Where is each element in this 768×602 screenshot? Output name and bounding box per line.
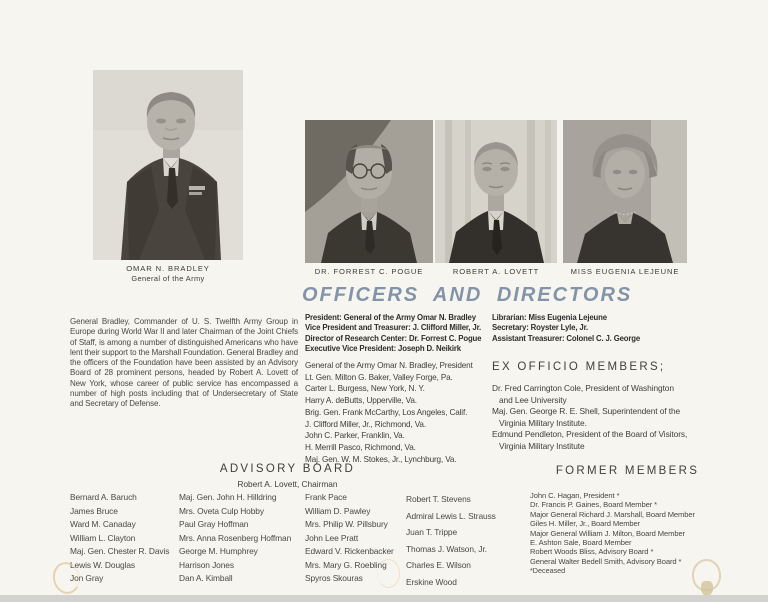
advisory-member: Edward V. Rickenbacker	[305, 546, 394, 556]
pogue-caption: DR. FORREST C. POGUE	[314, 267, 424, 276]
director-line: Brig. Gen. Frank McCarthy, Los Angeles, Calif.	[305, 407, 468, 417]
advisory-member: Mrs. Oveta Culp Hobby	[179, 505, 264, 516]
advisory-member: Juan T. Trippe	[406, 527, 458, 537]
officers-list-left	[305, 313, 481, 355]
lejeune-portrait-figure	[563, 120, 687, 277]
advisory-member: Paul Gray Hoffman	[179, 519, 249, 529]
bradley-portrait-figure	[93, 70, 243, 283]
advisory-member: Frank Pace	[305, 492, 347, 502]
former-members-list	[530, 491, 695, 566]
lejeune-caption: MISS EUGENIA LEJEUNE	[570, 267, 680, 276]
advisory-board-chairman: Robert A. Lovett, Chairman	[237, 479, 338, 489]
page-title: OFFICERS AND DIRECTORS	[302, 284, 633, 306]
former-member: Giles H. Miller, Jr., Board Member	[530, 519, 641, 529]
pogue-portrait-photo	[305, 120, 433, 263]
advisory-member: Spyros Skouras	[305, 573, 363, 583]
ex-officio-member: Edmund Pendleton, President of the Board of Visitors, Virginia Military Institute	[492, 429, 688, 451]
officers-list-right	[492, 313, 640, 344]
ex-officio-heading: EX OFFICIO MEMBERS;	[492, 361, 666, 373]
advisory-column-2	[179, 491, 291, 586]
advisory-member: Harrison Jones	[179, 559, 234, 570]
deceased-footnote: *Deceased	[530, 566, 566, 575]
advisory-member: William D. Pawley	[305, 505, 371, 516]
advisory-member: Maj. Gen. John H. Hilldring	[179, 492, 277, 502]
former-member: Major General Richard J. Marshall, Board Member	[530, 509, 695, 519]
director-line: Lt. Gen. Milton G. Baker, Valley Forge, Pa.	[305, 372, 453, 382]
advisory-column-4	[406, 491, 496, 590]
advisory-member: Lewis W. Douglas	[70, 559, 135, 570]
advisory-member: Dan A. Kimball	[179, 573, 233, 583]
former-member: Dr. Francis P. Gaines, Board Member *	[530, 500, 657, 510]
advisory-member: James Bruce	[70, 505, 118, 516]
scan-edge-strip	[0, 595, 768, 602]
bradley-portrait-photo	[93, 70, 243, 260]
officer-line: Vice President and Treasurer: J. Clifford Miller, Jr.	[305, 323, 482, 333]
advisory-member: George M. Humphrey	[179, 546, 258, 556]
former-member: General Walter Bedell Smith, Advisory Board *	[530, 556, 682, 566]
director-line: John C. Parker, Franklin, Va.	[305, 431, 405, 441]
advisory-member: Admiral Lewis L. Strauss	[406, 510, 496, 521]
advisory-member: Thomas J. Watson, Jr.	[406, 543, 487, 554]
officer-line: Director of Research Center: Dr. Forrest C. Pogue	[305, 333, 482, 343]
former-member: E. Ashton Sale, Board Member	[530, 538, 632, 548]
pogue-portrait-figure	[305, 120, 433, 277]
former-member: Robert Woods Bliss, Advisory Board *	[530, 547, 654, 557]
directors-list	[305, 360, 473, 465]
advisory-member: Robert T. Stevens	[406, 494, 471, 504]
officer-line: Assistant Treasurer: Colonel C. J. George	[492, 333, 641, 343]
ex-officio-member: Dr. Fred Carrington Cole, President of Washington and Lee University	[492, 383, 674, 405]
officer-line: Secretary: Royster Lyle, Jr.	[492, 323, 589, 333]
advisory-member: Bernard A. Baruch	[70, 492, 137, 502]
director-line: Maj. Gen. W. M. Stokes, Jr., Lynchburg, Va.	[305, 454, 457, 464]
director-line: J. Clifford Miller, Jr., Richmond, Va.	[305, 419, 426, 429]
bradley-caption-name: OMAR N. BRADLEY	[126, 264, 210, 273]
lovett-caption: ROBERT A. LOVETT	[452, 267, 540, 276]
lejeune-portrait-photo	[563, 120, 687, 263]
officer-line: President: General of the Army Omar N. Bradley	[305, 313, 476, 322]
lovett-portrait-figure	[435, 120, 557, 277]
officer-line: Librarian: Miss Eugenia Lejeune	[492, 313, 607, 322]
director-line: General of the Army Omar N. Bradley, President	[305, 361, 473, 370]
advisory-member: Maj. Gen. Chester R. Davis	[70, 546, 170, 556]
advisory-member: William L. Clayton	[70, 532, 136, 543]
bradley-caption-title: General of the Army	[131, 273, 205, 283]
ex-officio-member: Maj. Gen. George R. E. Shell, Superintendent of the Virginia Military Institute.	[492, 406, 681, 428]
advisory-member: Charles E. Wilson	[406, 560, 471, 570]
advisory-board-heading: ADVISORY BOARD	[219, 463, 356, 475]
former-member: Major General William J. Milton, Board Member	[530, 528, 686, 538]
ex-officio-list	[492, 383, 687, 453]
advisory-member: Mrs. Anna Rosenberg Hoffman	[179, 532, 292, 543]
advisory-member: Mrs. Philip W. Pillsbury	[305, 519, 388, 529]
advisory-member: Erskine Wood	[406, 576, 457, 587]
pen-doodle-mark-base	[701, 581, 713, 596]
officer-line: Executive Vice President: Joseph D. Neikirk	[305, 344, 461, 354]
advisory-member: Mrs. Mary G. Roebling	[305, 559, 387, 570]
director-line: H. Merrill Pasco, Richmond, Va.	[305, 442, 416, 452]
advisory-member: Ward M. Canaday	[70, 519, 136, 529]
advisory-member: Jon Gray	[70, 573, 104, 583]
bio-paragraph: General Bradley, Commander of U. S. Twelfth Army Group in Europe during World War II and later Chairman of the Joint Chiefs of Staff, is among a number of distinguished Americans who have lent their support to the Marshall Foundation. General Bradley and the officers of the Foundation have been assisted by an Advisory Board of 28 prominent persons, headed by Robert A. Lovett of New York, whose career of public service has encompassed a number of high posts including that of Undersecretary of State and Secretary of Defense.	[70, 317, 298, 409]
former-member: John C. Hagan, President *	[530, 491, 620, 500]
pen-circle-mark-center	[377, 559, 400, 588]
director-line: Carter L. Burgess, New York, N. Y.	[305, 384, 425, 394]
former-members-heading: FORMER MEMBERS	[555, 465, 700, 477]
director-line: Harry A. deButts, Upperville, Va.	[305, 396, 417, 406]
advisory-column-1	[70, 491, 169, 586]
advisory-member: John Lee Pratt	[305, 532, 359, 543]
lovett-portrait-photo	[435, 120, 557, 263]
